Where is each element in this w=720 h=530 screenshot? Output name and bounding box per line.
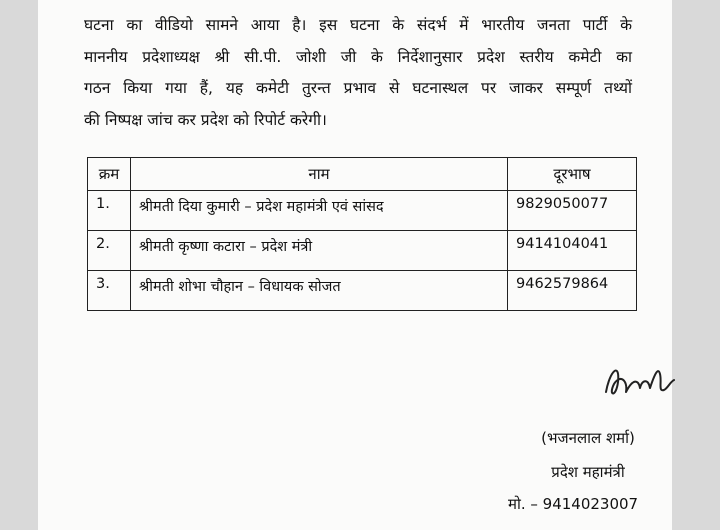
row-serial: 3.: [88, 271, 131, 311]
row-phone: 9462579864: [508, 271, 637, 311]
document-page: [38, 0, 672, 530]
row-phone: 9829050077: [508, 191, 637, 231]
header-name: नाम: [131, 158, 508, 191]
header-phone: दूरभाष: [508, 158, 637, 191]
signatory-title: प्रदेश महामंत्री: [551, 463, 625, 481]
table-row: [88, 271, 637, 311]
paragraph-line-1: घटना का वीडियो सामने आया है। इस घटना के संदर्भ में भारतीय जनता पार्टी के: [84, 16, 632, 34]
paragraph-line-4: की निष्पक्ष जांच कर प्रदेश को रिपोर्ट करेगी।: [84, 110, 327, 129]
row-serial: 2.: [88, 231, 131, 271]
table-row: [88, 191, 637, 231]
paragraph-line-3: गठन किया गया हैं, यह कमेटी तुरन्त प्रभाव से घटनास्थल पर जाकर सम्पूर्ण तथ्यों: [84, 79, 632, 97]
row-phone: 9414104041: [508, 231, 637, 271]
signatory-name: (भजनलाल शर्मा): [541, 429, 635, 447]
handwritten-signature: [598, 352, 678, 412]
row-name: श्रीमती शोभा चौहान – विधायक सोजत: [131, 271, 508, 311]
row-serial: 1.: [88, 191, 131, 231]
paragraph-line-2: माननीय प्रदेशाध्यक्ष श्री सी.पी. जोशी जी के निर्देशानुसार प्रदेश स्तरीय कमेटी का: [84, 47, 632, 66]
table-row: [88, 231, 637, 271]
signatory-phone: मो. – 9414023007: [508, 495, 639, 513]
committee-table: [87, 157, 637, 311]
row-name: श्रीमती कृष्णा कटारा – प्रदेश मंत्री: [131, 231, 508, 271]
header-serial: क्रम: [88, 158, 131, 191]
table-header-row: [88, 158, 637, 191]
body-paragraph: [84, 10, 632, 136]
row-name: श्रीमती दिया कुमारी – प्रदेश महामंत्री एवं सांसद: [131, 191, 508, 231]
